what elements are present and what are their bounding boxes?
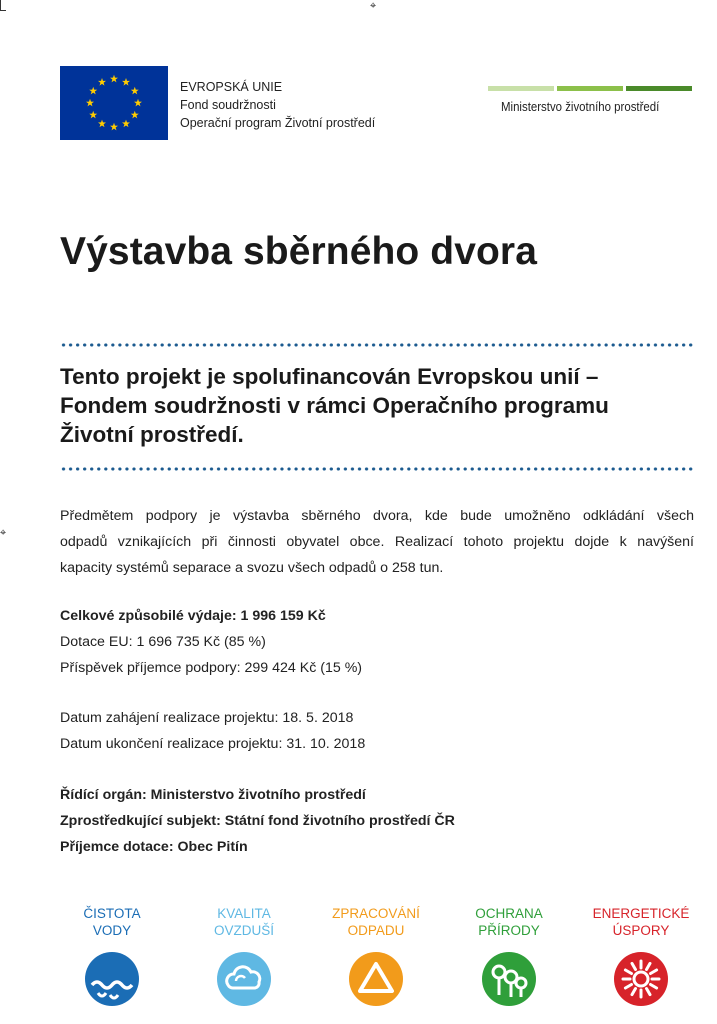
recipient-contribution: Příspěvek příjemce podpory: 299 424 Kč (15 %) [60,660,363,676]
dotted-divider-top [60,343,694,347]
intermediary-body: Zprostředkující subjekt: Státní fond životního prostředí ČR [60,813,455,829]
theme-waste [316,905,436,1007]
eu-flag-logo [60,66,168,140]
water-icon [84,951,140,1007]
ministry-bar-dark [626,86,692,91]
theme-nature [449,905,569,1007]
nature-trees-icon [481,951,537,1007]
crop-mark-top-left-h [0,10,6,11]
lead-line-2: Fondem soudržnosti v rámci Operačního programu [60,393,609,418]
eu-star [98,120,106,128]
eu-star [98,78,106,86]
eu-star [122,120,130,128]
lead-statement [60,362,700,449]
theme-icons-row [0,905,717,1015]
energy-sun-icon [613,951,669,1007]
air-cloud-icon [216,951,272,1007]
project-description [60,503,694,581]
eu-star [122,78,130,86]
theme-nature-label: OCHRANA PŘÍRODY [475,906,543,938]
eu-star [89,111,97,119]
description-line-2: odpadů vznikajících při činnosti obyvatel obce. Realizací tohoto projektu dojde k navýšení [60,534,694,550]
grant-recipient: Příjemce dotace: Obec Pitín [60,839,248,855]
page-title: Výstavba sběrného dvora [60,230,537,273]
ministry-bar-light [488,86,554,91]
eu-name: EVROPSKÁ UNIE [180,80,283,94]
theme-waste-label: ZPRACOVÁNÍ ODPADU [332,906,420,938]
total-expenses: Celkové způsobilé výdaje: 1 996 159 Kč [60,608,326,624]
finance-block [60,603,362,681]
waste-triangle-icon [348,951,404,1007]
theme-air [184,905,304,1007]
eu-star [131,87,139,95]
theme-water-label: ČISTOTA VODY [83,906,141,938]
theme-water [52,905,172,1007]
lead-line-3: Životní prostředí. [60,422,244,447]
eu-star [110,123,118,131]
eu-star [131,111,139,119]
eu-stars-icon [60,66,168,140]
theme-energy-label: ENERGETICKÉ ÚSPORY [592,906,690,938]
theme-energy [581,905,701,1007]
lead-line-1: Tento projekt je spolufinancován Evropskou unií – [60,364,599,389]
dotted-divider-bottom [60,467,694,471]
eu-logo-text [180,78,375,132]
ministry-bar-mid [557,86,623,91]
eu-star [89,87,97,95]
registration-mark-left: ⌖ [0,526,7,539]
eu-grant: Dotace EU: 1 696 735 Kč (85 %) [60,634,266,650]
eu-fund: Fond soudržnosti [180,98,276,112]
organization-block [60,782,455,860]
description-line-1: Předmětem podpory je výstavba sběrného dvora, kde bude umožněno odkládání všech [60,508,694,524]
end-date: Datum ukončení realizace projektu: 31. 10. 2018 [60,736,366,752]
managing-authority: Řídící orgán: Ministerstvo životního prostředí [60,787,366,803]
registration-mark-top: ⌖ [370,0,377,12]
start-date: Datum zahájení realizace projektu: 18. 5. 2018 [60,710,354,726]
eu-star [110,75,118,83]
theme-air-label: KVALITA OVZDUŠÍ [213,906,274,938]
eu-star [86,99,94,107]
crop-mark-top-left [0,0,1,10]
eu-programme: Operační program Životní prostředí [180,116,376,130]
eu-star [134,99,142,107]
description-line-3: kapacity systémů separace a svozu všech odpadů o 258 tun. [60,560,444,576]
ministry-name: Ministerstvo životního prostředí [501,99,660,114]
dates-block [60,705,365,757]
ministry-logo-bars [488,86,692,91]
